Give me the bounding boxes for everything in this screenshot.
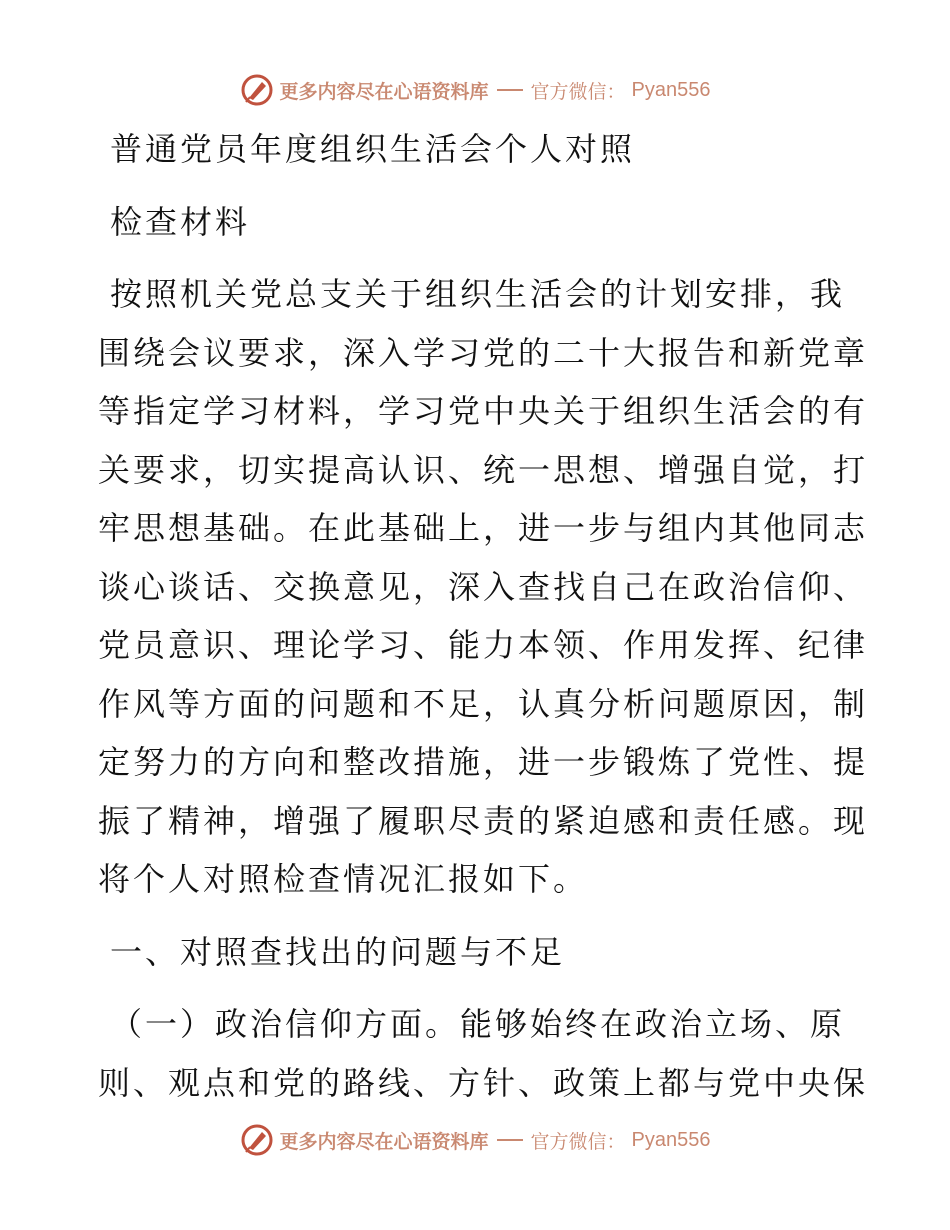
watermark-main-text: 更多内容尽在心语资料库 bbox=[279, 80, 489, 103]
document-title-line-1: 普通党员年度组织生活会个人对照 bbox=[110, 130, 636, 168]
document-body bbox=[98, 120, 869, 1112]
paragraph-line: 定努力的方向和整改措施，进一步锻炼了党性、提 bbox=[98, 743, 869, 781]
document-title-line-2: 检查材料 bbox=[110, 202, 251, 241]
header-watermark bbox=[0, 70, 950, 110]
watermark-wechat-id: Pyan556 bbox=[631, 78, 711, 101]
paragraph-line: 等指定学习材料，学习党中央关于组织生活会的有 bbox=[98, 392, 869, 430]
watermark-dash bbox=[497, 1139, 523, 1141]
paragraph-line: 谈心谈话、交换意见，深入查找自己在政治信仰、 bbox=[98, 567, 869, 606]
paragraph-line: （一）政治信仰方面。能够始终在政治立场、原 bbox=[110, 1005, 846, 1043]
paragraph-line: 按照机关党总支关于组织生活会的计划安排，我 bbox=[110, 275, 846, 313]
paragraph-line: 围绕会议要求，深入学习党的二十大报告和新党章 bbox=[98, 333, 869, 372]
paragraph-line: 关要求，切实提高认识、统一思想、增强自觉，打 bbox=[98, 450, 869, 489]
quill-logo-icon bbox=[240, 1123, 274, 1157]
watermark-main-text: 更多内容尽在心语资料库 bbox=[279, 1130, 489, 1153]
paragraph-line: 则、观点和党的路线、方针、政策上都与党中央保 bbox=[98, 1063, 869, 1102]
watermark-dash bbox=[497, 89, 523, 91]
quill-logo-icon bbox=[240, 73, 274, 107]
paragraph-line: 作风等方面的问题和不足，认真分析问题原因，制 bbox=[98, 684, 869, 723]
paragraph-line: 党员意识、理论学习、能力本领、作用发挥、纪律 bbox=[98, 626, 869, 664]
intro-paragraph bbox=[98, 265, 869, 909]
watermark-official-label: 官方微信： bbox=[530, 1130, 626, 1153]
paragraph-line: 牢思想基础。在此基础上，进一步与组内其他同志 bbox=[98, 509, 869, 547]
watermark-wechat-id: Pyan556 bbox=[631, 1128, 711, 1151]
section-1-heading: 一、对照查找出的问题与不足 bbox=[110, 932, 566, 971]
paragraph-line: 将个人对照检查情况汇报如下。 bbox=[98, 860, 589, 898]
watermark-official-label: 官方微信： bbox=[530, 80, 626, 103]
paragraph-line: 振了精神，增强了履职尽责的紧迫感和责任感。现 bbox=[98, 801, 869, 840]
footer-watermark bbox=[0, 1120, 950, 1160]
section-1-paragraph bbox=[98, 995, 869, 1112]
